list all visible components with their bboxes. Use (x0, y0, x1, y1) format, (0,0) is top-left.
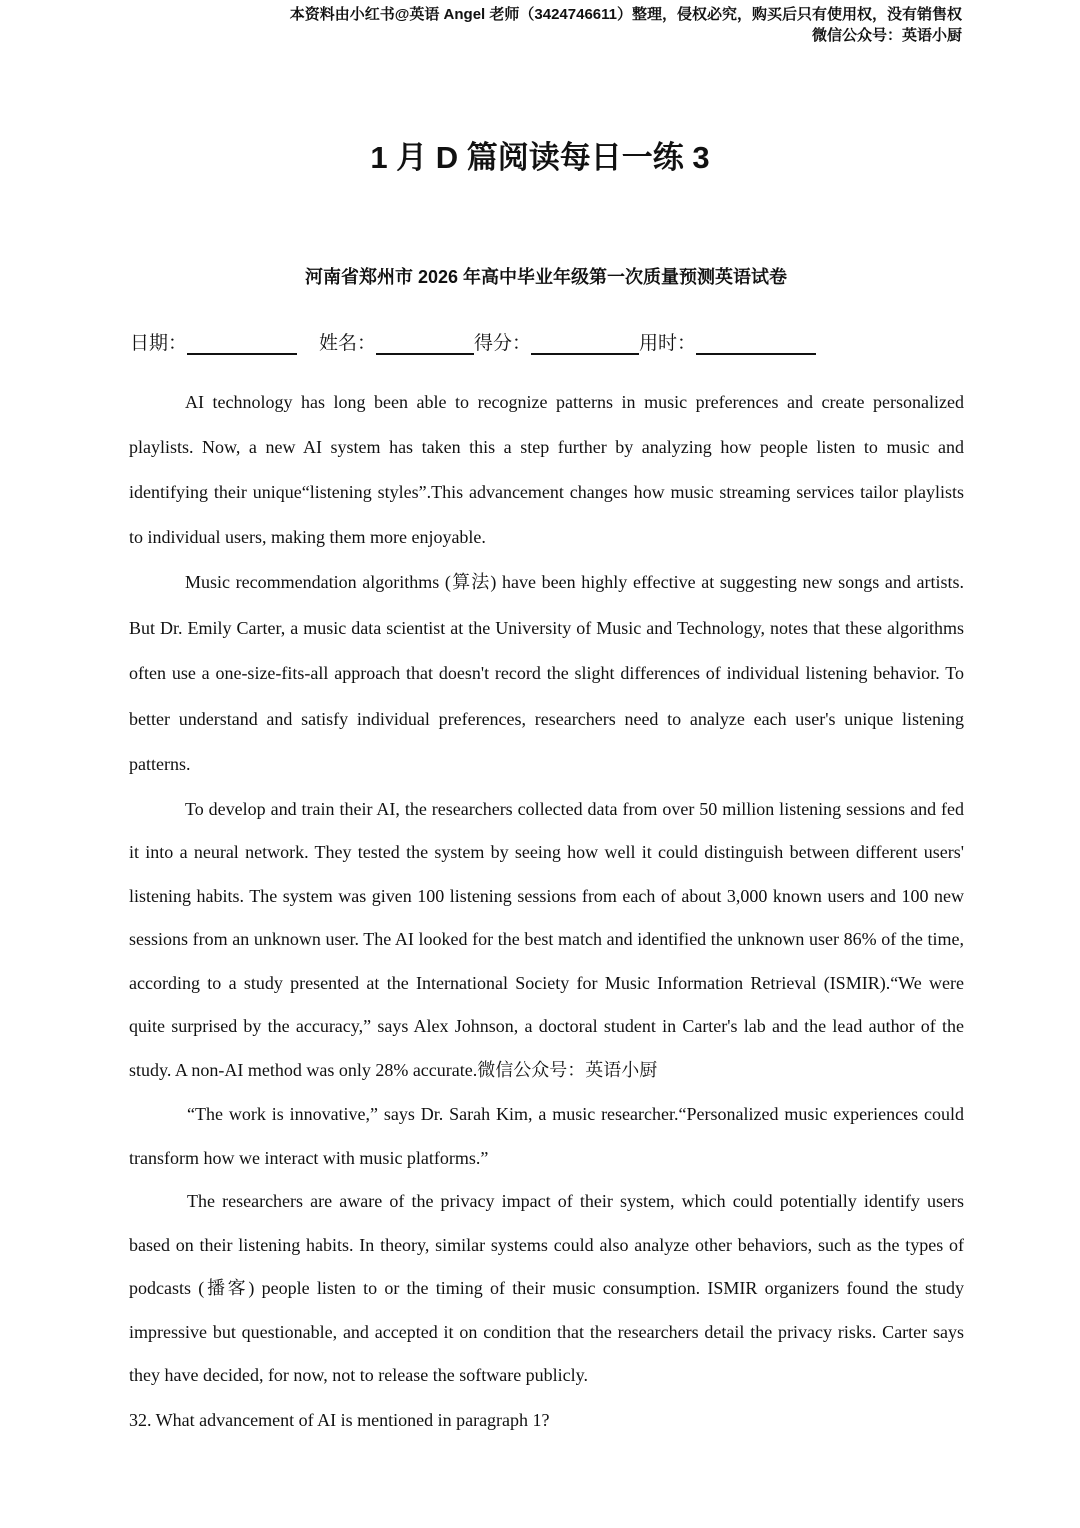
name-label: 姓名： (319, 332, 377, 354)
watermark-line-2: 微信公众号：英语小厨 (811, 27, 962, 44)
date-blank[interactable] (187, 331, 297, 355)
paragraph-4: “The work is innovative,” says Dr. Sarah Kim, a music researcher.“Personalized music experiences could transform how we interact with music platforms.” (129, 1104, 964, 1168)
watermark-line-1: 本资料由小红书@英语 Angel 老师（3424746611）整理，侵权必究，购买后只有使用权，没有销售权 (289, 6, 962, 23)
paragraph-5: The researchers are aware of the privacy impact of their system, which could potentially identify users based on their listening habits. In theory, similar systems could also analyze other behaviors, such as the types of podcasts (播客) people listen to or the timing of their music consumption. ISMIR organizers found the study impressive but questionable, and accepted it on condition that the researchers detail the privacy risks. Carter says they have decided, for now, not to release the software publicly. (129, 1191, 964, 1385)
exam-subtitle: 河南省郑州市 2026 年高中毕业年级第一次质量预测英语试卷 (304, 267, 788, 287)
name-blank[interactable] (376, 331, 474, 355)
time-blank[interactable] (696, 331, 816, 355)
time-label: 用时： (639, 332, 697, 354)
paragraph-2: Music recommendation algorithms (算法) have been highly effective at suggesting new songs and artists. But Dr. Emily Carter, a music data scientist at the University of Music and Technology, notes that these algorithms often use a one-size-fits-all approach that doesn't record the slight differences of individual listening behavior. To better understand and satisfy individual preferences, researchers need to analyze each user's unique listening patterns. (129, 572, 964, 774)
paragraph-3: To develop and train their AI, the researchers collected data from over 50 million listening sessions and fed it into a neural network. They tested the system by seeing how well it could distinguish between different users' listening habits. The system was given 100 listening sessions from each of about 3,000 known users and 100 new sessions from an unknown user. The AI looked for the best match and identified the unknown user 86% of the time, according to a study presented at the International Society for Music Information Retrieval (ISMIR).“We were quite surprised by the accuracy,” says Alex Johnson, a doctoral student in Carter's lab and the lead author of the study. A non-AI method was only 28% accurate.微信公众号：英语小厨 (129, 798, 964, 1080)
date-label: 日期： (130, 332, 188, 354)
question-32: 32. What advancement of AI is mentioned in paragraph 1? (129, 1409, 550, 1430)
watermark-header (290, 4, 962, 46)
score-blank[interactable] (531, 331, 639, 355)
reading-passage (129, 380, 964, 1442)
paragraph-1: AI technology has long been able to recognize patterns in music preferences and create personalized playlists. Now, a new AI system has taken this a step further by analyzing how people listen to music and identifying their unique“listening styles”.This advancement changes how music streaming services tailor playlists to individual users, making them more enjoyable. (129, 392, 964, 547)
info-fields (130, 328, 816, 355)
page-title: 1 月 D 篇阅读每日一练 3 (370, 140, 710, 175)
score-label: 得分： (474, 332, 532, 354)
